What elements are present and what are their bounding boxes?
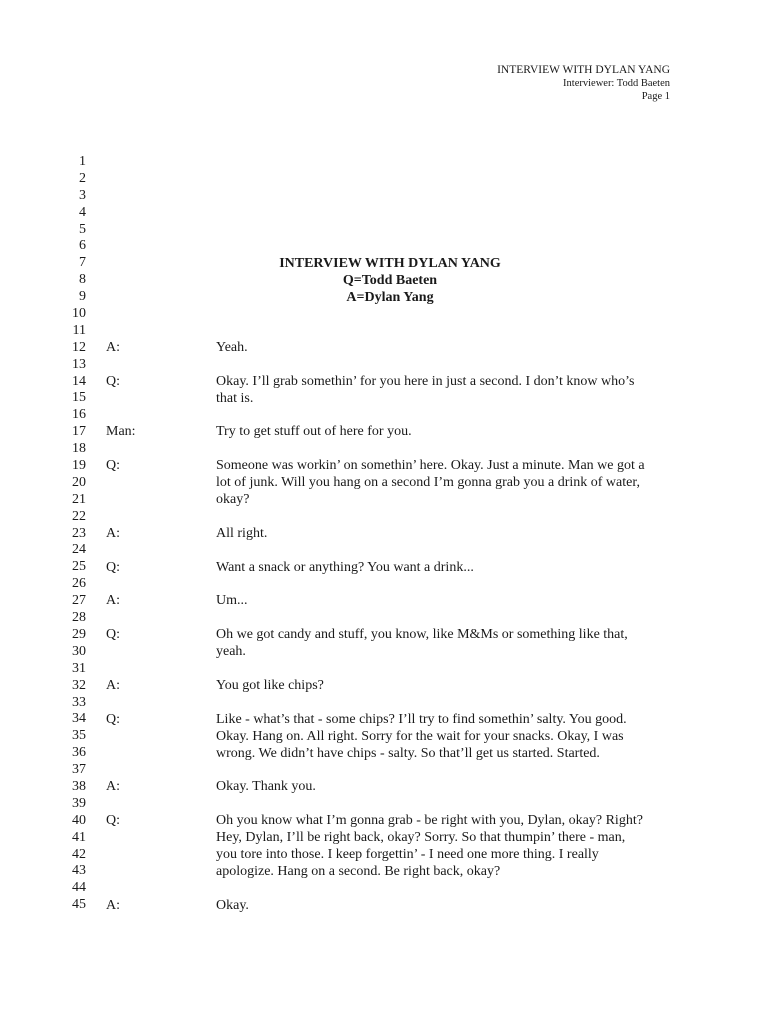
utterance-text: Try to get stuff out of here for you. bbox=[216, 424, 412, 440]
line-number: 4 bbox=[79, 204, 86, 220]
questioner-legend: Q=Todd Baeten bbox=[342, 272, 438, 288]
line-number: 32 bbox=[72, 677, 86, 693]
line-number: 44 bbox=[72, 880, 86, 896]
line-number: 19 bbox=[72, 458, 86, 474]
utterance-text: Want a snack or anything? You want a drink... bbox=[216, 559, 474, 575]
speaker-label: Q: bbox=[106, 627, 120, 643]
utterance-text: Um... bbox=[216, 593, 248, 609]
utterance-text: Okay. Thank you. bbox=[216, 779, 316, 795]
line-number: 41 bbox=[72, 829, 86, 845]
line-number: 40 bbox=[72, 812, 86, 828]
line-number: 6 bbox=[79, 238, 86, 254]
line-number: 38 bbox=[72, 778, 86, 794]
line-number: 45 bbox=[72, 897, 86, 913]
header-title: INTERVIEW WITH DYLAN YANG bbox=[497, 64, 670, 76]
line-number: 28 bbox=[72, 610, 86, 626]
line-number: 31 bbox=[72, 660, 86, 676]
line-number: 17 bbox=[72, 424, 86, 440]
line-number: 11 bbox=[72, 322, 86, 338]
speaker-label: Q: bbox=[106, 559, 120, 575]
page-header bbox=[497, 64, 670, 103]
utterance-text: Like - what’s that - some chips? I’ll try to find somethin’ salty. You good. Okay. Hang on. All right. Sorry for the wait for your snacks. Okay, I was wrong. We didn’t have chips - salty. So that’ll get us started. Started. bbox=[216, 711, 627, 761]
line-number: 23 bbox=[72, 525, 86, 541]
utterance-text: Okay. I’ll grab somethin’ for you here in just a second. I don’t know who’s that is. bbox=[216, 373, 635, 406]
line-number: 27 bbox=[72, 593, 86, 609]
utterance-text: Oh we got candy and stuff, you know, like M&Ms or something like that, yeah. bbox=[216, 627, 628, 660]
line-number-column bbox=[52, 154, 86, 914]
speaker-label: A: bbox=[106, 593, 120, 609]
line-number: 9 bbox=[79, 289, 86, 305]
line-number: 15 bbox=[72, 390, 86, 406]
line-number: 25 bbox=[72, 559, 86, 575]
utterance-text: Oh you know what I’m gonna grab - be right with you, Dylan, okay? Right? Hey, Dylan, I’ll be right back, okay? Sorry. So that thumpin’ there - man, you tore into those. I keep forgettin’ - I need one more thing. I really apologize. Hang on a second. Be right back, okay? bbox=[216, 813, 643, 879]
line-number: 12 bbox=[72, 339, 86, 355]
speaker-label: A: bbox=[106, 677, 120, 693]
line-number: 37 bbox=[72, 762, 86, 778]
line-number: 8 bbox=[79, 272, 86, 288]
line-number: 22 bbox=[72, 508, 86, 524]
line-number: 5 bbox=[79, 221, 86, 237]
line-number: 42 bbox=[72, 846, 86, 862]
header-page-number: Page 1 bbox=[641, 91, 670, 102]
speaker-label: Man: bbox=[106, 424, 136, 440]
line-number: 39 bbox=[72, 795, 86, 811]
speaker-label: Q: bbox=[106, 373, 120, 389]
line-number: 24 bbox=[72, 542, 86, 558]
utterance-text: You got like chips? bbox=[216, 677, 324, 693]
speaker-label: Q: bbox=[106, 711, 120, 727]
line-number: 16 bbox=[72, 407, 86, 423]
speaker-label: Q: bbox=[106, 813, 120, 829]
line-number: 21 bbox=[72, 491, 86, 507]
line-number: 35 bbox=[72, 728, 86, 744]
line-number: 13 bbox=[72, 356, 86, 372]
speaker-label: Q: bbox=[106, 458, 120, 474]
line-number: 26 bbox=[72, 576, 86, 592]
line-number: 3 bbox=[79, 187, 86, 203]
speaker-label: A: bbox=[106, 779, 120, 795]
line-number: 36 bbox=[72, 745, 86, 761]
transcript-title: INTERVIEW WITH DYLAN YANG bbox=[279, 256, 501, 271]
speaker-label: A: bbox=[106, 525, 120, 541]
line-number: 29 bbox=[72, 626, 86, 642]
utterance-text: Someone was workin’ on somethin’ here. Okay. Just a minute. Man we got a lot of junk. Will you hang on a second I’m gonna grab you a drink of water, okay? bbox=[216, 458, 645, 507]
line-number: 10 bbox=[72, 306, 86, 322]
line-number: 7 bbox=[79, 255, 86, 271]
line-number: 34 bbox=[72, 711, 86, 727]
line-number: 30 bbox=[72, 643, 86, 659]
line-number: 33 bbox=[72, 694, 86, 710]
line-number: 14 bbox=[72, 373, 86, 389]
answerer-legend: A=Dylan Yang bbox=[346, 289, 434, 305]
utterance-text: All right. bbox=[216, 525, 268, 541]
line-number: 18 bbox=[72, 441, 86, 457]
line-number: 43 bbox=[72, 863, 86, 879]
utterance-text: Yeah. bbox=[216, 339, 248, 355]
speaker-label: A: bbox=[106, 339, 120, 355]
line-number: 2 bbox=[79, 170, 86, 186]
line-number: 20 bbox=[72, 474, 86, 490]
transcript-title-block bbox=[230, 256, 550, 307]
utterance-text: Okay. bbox=[216, 897, 249, 913]
line-number: 1 bbox=[79, 154, 86, 169]
header-interviewer: Interviewer: Todd Baeten bbox=[563, 78, 670, 89]
speaker-label: A: bbox=[106, 897, 120, 913]
